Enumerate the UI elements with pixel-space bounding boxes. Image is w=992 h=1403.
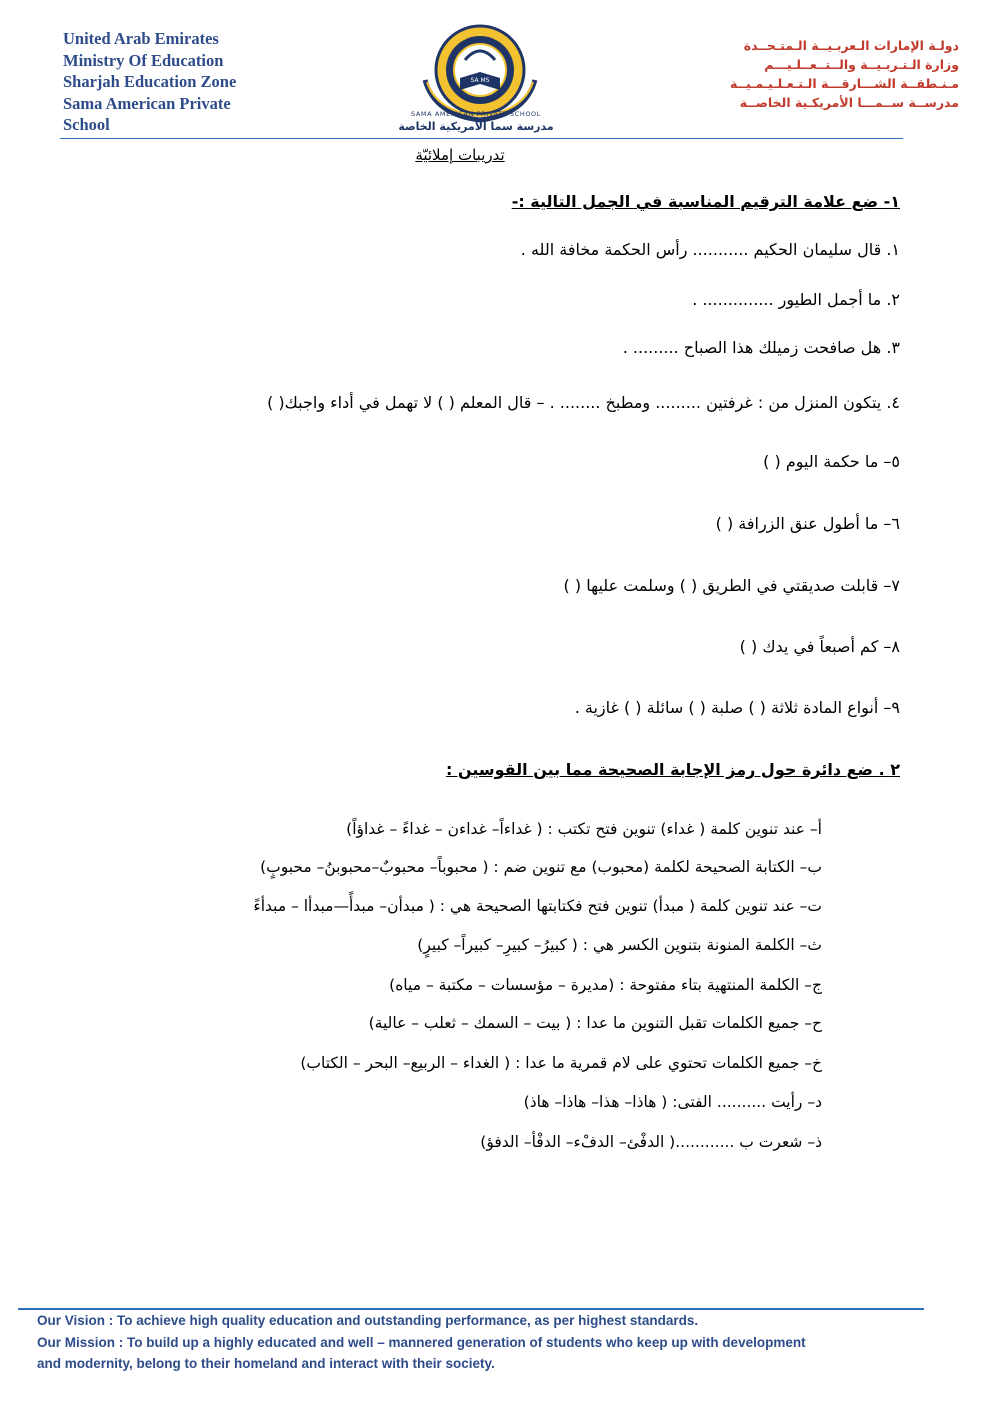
footer-mission-line2: and modernity, belong to their homeland and interact with their society. — [37, 1356, 495, 1371]
section2-item: خ– جميع الكلمات تحتوي على لام قمرية ما عدا : ( الغداء – الربيع– البحر – الكتاب) — [300, 1054, 822, 1072]
logo-arabic-caption: مدرسة سما الأمريكية الخاصة — [398, 120, 554, 133]
section2-item: ذ– شعرت ب ............( الدفْئ– الدفْء– الدفْأ– الدفؤ) — [480, 1133, 822, 1151]
header-ar-zone: مـنـطقــة الشـــارقـــة الـتـعـلـيـمـيــة — [730, 76, 959, 91]
section1-item: ١. قال سليمان الحكيم ........... رأس الحكمة مخافة الله . — [520, 240, 900, 259]
header-ar-school: مدرســة ســمـــا الأمريكـية الخاصــة — [739, 95, 959, 110]
logo-book-text: SA MS — [470, 77, 490, 84]
section2-item: أ– عند تنوين كلمة ( غداء) تنوين فتح تكتب : ( غداءاً– غداءن – غداءً – غداؤاً) — [346, 820, 822, 838]
header-arabic-block — [699, 36, 959, 112]
section1-item: ٤. يتكون المنزل من : غرفتين ......... ومطبخ ........ . – قال المعلم ( ) لا تهمل في أداء واجبك( ) — [267, 393, 900, 412]
section2-heading: ٢ . ضع دائرة حول رمز الإجابة الصحيحة مما بين القوسين : — [445, 760, 900, 779]
section2-item: ب– الكتابة الصحيحة لكلمة (محبوب) مع تنوين ضم : ( محبوباً– محبوبٌ–محبوبنُ– محبوبٍ) — [260, 858, 822, 876]
section2-item: ت– عند تنوين كلمة ( مبدأ) تنوين فتح فكتابتها الصحيحة هي : ( مبدأن– مبدأً—مبدأا – مبدأءً — [253, 897, 822, 915]
header-ar-ministry: وزارة الـتـربـيــة والــتــعــلـيـــم — [764, 57, 959, 72]
section1-item: ٦– ما أطول عنق الزرافة ( ) — [715, 514, 900, 533]
section1-item: ٩– أنواع المادة ثلاثة ( ) صلبة ( ) سائلة ( ) غازية . — [574, 698, 900, 717]
section1-item: ٥– ما حكمة اليوم ( ) — [763, 452, 900, 471]
section1-item: ٨– كم أصبعاً في يدك ( ) — [739, 637, 900, 656]
section1-item: ٢. ما أجمل الطيور .............. . — [692, 290, 900, 309]
header-divider — [60, 138, 903, 139]
section1-heading: ١- ضع علامة الترقيم المناسبة في الجمل التالية :- — [511, 192, 900, 211]
page-title: تدريبات إملائيّة — [415, 146, 505, 164]
section1-item: ٧– قابلت صديقتي في الطريق ( ) وسلمت عليها ( ) — [563, 576, 900, 595]
section2-item: ج– الكلمة المنتهية بتاء مفتوحة : (مديرة – مؤسسات – مكتبة – مياه) — [389, 976, 822, 994]
footer-vision: Our Vision : To achieve high quality education and outstanding performance, as per highest standards. — [37, 1313, 699, 1328]
header-country: United Arab Emirates — [63, 29, 219, 48]
footer-divider — [18, 1308, 924, 1310]
header-ministry: Ministry Of Education — [63, 50, 224, 70]
section2-item: ث– الكلمة المنونة بتنوين الكسر هي : ( كبيرُ– كبيرِ– كبيراً– كبيرٍ) — [417, 936, 822, 954]
footer-mission-line1: Our Mission : To build up a highly educated and well – mannered generation of students who keep up with development — [37, 1335, 806, 1350]
header-ar-country: دولـة الإمارات الـعربـيــة الـمتـحــدة — [743, 38, 959, 53]
section2-item: ح– جميع الكلمات تقبل التنوين ما عدا : ( بيت – السمك – ثعلب – عالية) — [368, 1014, 822, 1032]
header-school-line2: School — [63, 115, 110, 134]
section2-item: د– رأيت .......... الفتى: ( هاذا– هذا– هاذا– هاذ) — [523, 1093, 822, 1111]
section1-item: ٣. هل صافحت زميلك هذا الصباح ......... . — [622, 338, 900, 357]
header-english-block — [63, 28, 293, 136]
header-zone: Sharjah Education Zone — [63, 72, 237, 91]
header-school-line1: Sama American Private — [63, 93, 231, 113]
logo-english-caption: SAMA AMERICAN PRIVATE SCHOOL — [411, 110, 541, 118]
